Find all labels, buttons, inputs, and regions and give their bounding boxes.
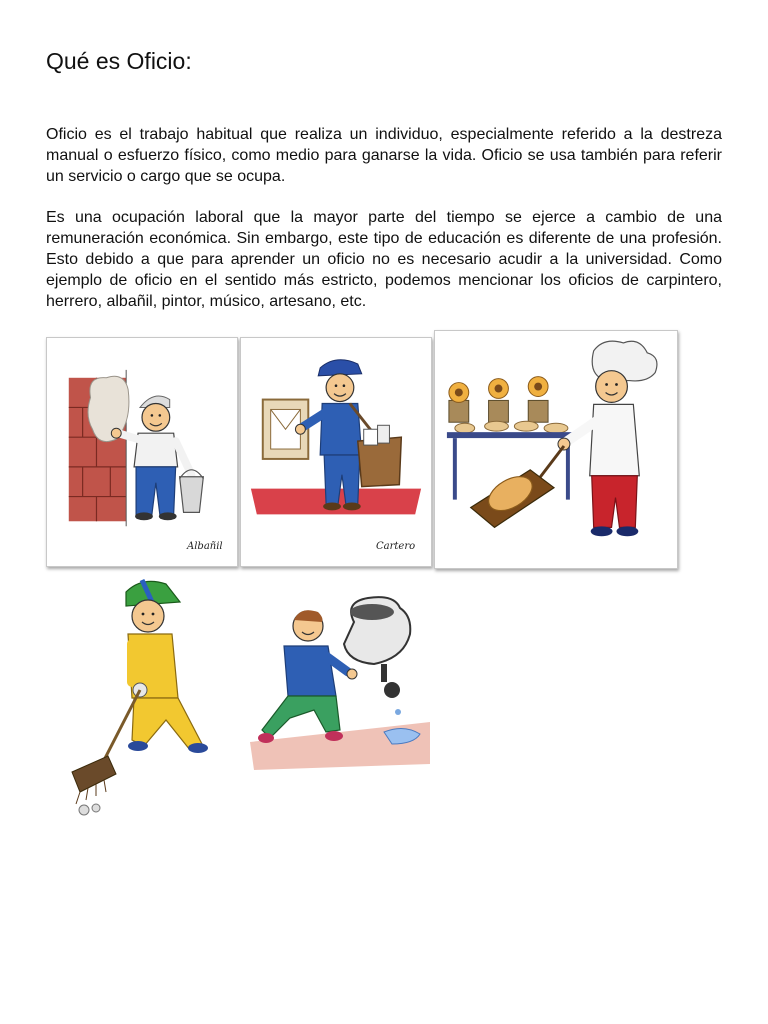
baker-drawing — [435, 331, 677, 568]
illustration-albanil — [46, 337, 238, 567]
illustration-baker — [434, 330, 678, 569]
illustration-cartero — [240, 337, 432, 567]
caption-cartero: Cartero — [376, 541, 416, 552]
bricklayer-drawing — [47, 338, 237, 566]
caption-albanil: Albañil — [187, 541, 223, 552]
paragraph-occupation: Es una ocupación laboral que la mayor parte del tiempo se ejerce a cambio de una remuneración económica. Sin embargo, este tipo de educación es diferente de una profesión. Esto debido a que para aprender un oficio no es necesario acudir a la universidad. Como ejemplo de oficio en el sentido más estricto, podemos mencionar los oficios de carpintero, herrero, albañil, pintor, músico, artesano, etc. — [46, 209, 722, 310]
plumber-drawing — [244, 592, 434, 772]
sweeper-drawing — [62, 572, 222, 822]
page-title: Qué es Oficio: — [46, 48, 192, 74]
paragraph-definition: Oficio es el trabajo habitual que realiza un individuo, especialmente referido a la destreza manual o esfuerzo físico, como medio para ganarse la vida. Oficio se usa también para referir un servicio o cargo que se ocupa. — [46, 126, 722, 185]
postman-drawing — [241, 338, 431, 566]
illustration-sweeper — [62, 572, 222, 822]
illustration-plumber — [244, 592, 434, 772]
